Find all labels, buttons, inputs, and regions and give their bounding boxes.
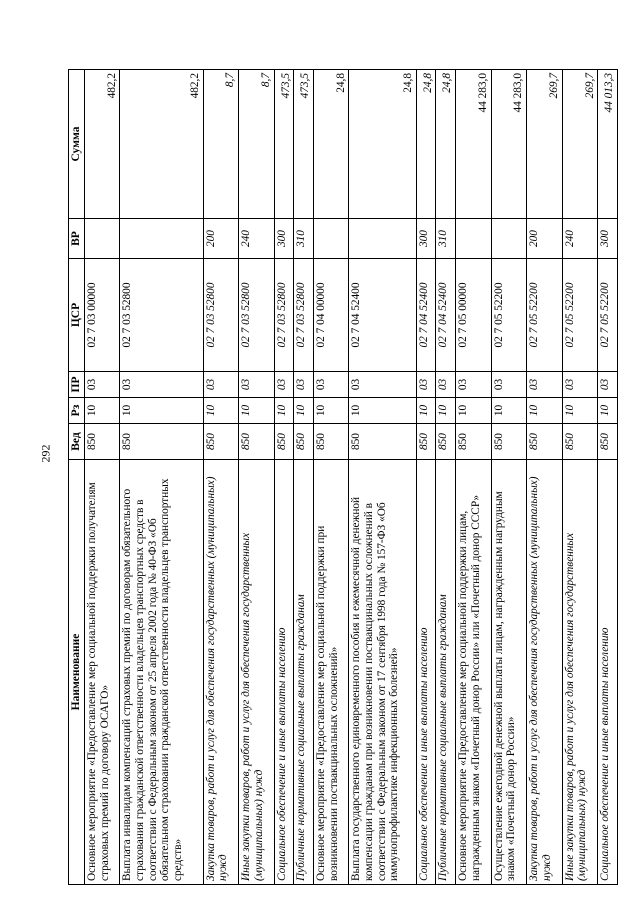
cell-sum: 24,8 <box>416 70 436 219</box>
cell-pr: 03 <box>349 372 416 398</box>
cell-csr: 02 7 05 52200 <box>562 259 598 372</box>
header-sum: Сумма <box>69 70 85 219</box>
cell-ved: 850 <box>239 424 275 460</box>
cell-csr: 02 7 04 52400 <box>349 259 416 372</box>
page-number-text: 292 <box>38 444 53 462</box>
cell-csr: 02 7 04 00000 <box>313 259 349 372</box>
cell-name: Осуществление ежегодной денежной выплаты лицам, награжденным нагрудным знаком «Почетный донор России» <box>491 460 527 885</box>
cell-vr <box>491 219 527 259</box>
cell-name: Социальное обеспечение и иные выплаты населению <box>416 460 436 885</box>
cell-csr: 02 7 03 52800 <box>203 259 239 372</box>
table-row <box>313 70 349 885</box>
cell-pr: 03 <box>313 372 349 398</box>
cell-rz: 10 <box>203 398 239 424</box>
cell-csr: 02 7 03 52800 <box>120 259 203 372</box>
cell-sum: 482,2 <box>84 70 120 219</box>
cell-pr: 03 <box>84 372 120 398</box>
table-row <box>120 70 203 885</box>
cell-ved: 850 <box>416 424 436 460</box>
cell-ved: 850 <box>313 424 349 460</box>
cell-ved: 850 <box>491 424 527 460</box>
cell-ved: 850 <box>84 424 120 460</box>
table-row <box>491 70 527 885</box>
cell-vr <box>456 219 492 259</box>
cell-vr: 310 <box>294 219 314 259</box>
table-row <box>294 70 314 885</box>
cell-vr: 240 <box>239 219 275 259</box>
budget-table <box>68 69 618 885</box>
cell-csr: 02 7 04 52400 <box>436 259 456 372</box>
cell-name: Социальное обеспечение и иные выплаты населению <box>598 460 618 885</box>
cell-csr: 02 7 04 52400 <box>416 259 436 372</box>
cell-vr: 240 <box>562 219 598 259</box>
table-row <box>274 70 294 885</box>
cell-name: Закупка товаров, работ и услуг для обеспечения государственных (муниципальных) нужд <box>203 460 239 885</box>
cell-ved: 850 <box>274 424 294 460</box>
table-row <box>203 70 239 885</box>
cell-rz: 10 <box>416 398 436 424</box>
cell-pr: 03 <box>598 372 618 398</box>
cell-sum: 44 013,3 <box>598 70 618 219</box>
cell-vr: 300 <box>598 219 618 259</box>
cell-rz: 10 <box>349 398 416 424</box>
cell-name: Выплата инвалидам компенсаций страховых премий по договорам обязательного страхования гражданской ответственности владельцев транспортных средств в соответствии с Федеральным законом от 25 апреля 2002 года № 40-ФЗ «Об обязательном страховании гражданской ответственности владельцев транспортных средств» <box>120 460 203 885</box>
cell-vr: 300 <box>416 219 436 259</box>
cell-vr <box>349 219 416 259</box>
cell-name: Иные закупки товаров, работ и услуг для обеспечения государственных (муниципальных) нужд <box>562 460 598 885</box>
cell-sum: 24,8 <box>313 70 349 219</box>
table-body <box>84 70 617 885</box>
cell-rz: 10 <box>491 398 527 424</box>
cell-pr: 03 <box>491 372 527 398</box>
cell-sum: 24,8 <box>349 70 416 219</box>
cell-name: Основное мероприятие «Предоставление мер социальной поддержки получателям страховых премий по договору ОСАГО» <box>84 460 120 885</box>
cell-name: Основное мероприятие «Предоставление мер социальной поддержки при возникновении поствакцинальных осложнений» <box>313 460 349 885</box>
cell-csr: 02 7 05 00000 <box>456 259 492 372</box>
cell-pr: 03 <box>436 372 456 398</box>
cell-vr: 310 <box>436 219 456 259</box>
table-row <box>598 70 618 885</box>
cell-ved: 850 <box>598 424 618 460</box>
cell-rz: 10 <box>456 398 492 424</box>
table-row <box>527 70 563 885</box>
cell-rz: 10 <box>313 398 349 424</box>
cell-pr: 03 <box>203 372 239 398</box>
cell-pr: 03 <box>562 372 598 398</box>
cell-sum: 482,2 <box>120 70 203 219</box>
table-row <box>562 70 598 885</box>
cell-pr: 03 <box>239 372 275 398</box>
header-csr: ЦСР <box>69 259 85 372</box>
cell-rz: 10 <box>84 398 120 424</box>
cell-rz: 10 <box>562 398 598 424</box>
cell-name: Публичные нормативные социальные выплаты гражданам <box>436 460 456 885</box>
cell-name: Основное мероприятие «Предоставление мер социальной поддержки лицам, награжденным знаком «Почетный донор России» или «Почетный донор СССР» <box>456 460 492 885</box>
cell-ved: 850 <box>349 424 416 460</box>
cell-ved: 850 <box>456 424 492 460</box>
cell-rz: 10 <box>598 398 618 424</box>
cell-rz: 10 <box>527 398 563 424</box>
cell-csr: 02 7 05 52200 <box>598 259 618 372</box>
cell-sum: 8,7 <box>239 70 275 219</box>
cell-name: Публичные нормативные социальные выплаты гражданам <box>294 460 314 885</box>
cell-rz: 10 <box>239 398 275 424</box>
cell-sum: 473,5 <box>274 70 294 219</box>
page-number <box>34 435 58 471</box>
table-row <box>349 70 416 885</box>
cell-rz: 10 <box>120 398 203 424</box>
cell-rz: 10 <box>436 398 456 424</box>
table-row <box>456 70 492 885</box>
cell-sum: 8,7 <box>203 70 239 219</box>
cell-name: Иные закупки товаров, работ и услуг для обеспечения государственных (муниципальных) нужд <box>239 460 275 885</box>
cell-vr <box>313 219 349 259</box>
cell-pr: 03 <box>456 372 492 398</box>
cell-ved: 850 <box>120 424 203 460</box>
cell-vr: 200 <box>203 219 239 259</box>
cell-sum: 269,7 <box>527 70 563 219</box>
cell-name: Закупка товаров, работ и услуг для обеспечения государственных (муниципальных) нужд <box>527 460 563 885</box>
cell-name: Выплата государственного единовременного пособия и ежемесячной денежной компенсации гражданам при возникновении поствакцинальных осложнений в соответствии с Федеральным законом от 17 сентября 1998 года № 157-ФЗ «Об иммунопрофилактике инфекционных болезней» <box>349 460 416 885</box>
cell-sum: 473,5 <box>294 70 314 219</box>
cell-vr <box>120 219 203 259</box>
header-rz: Рз <box>69 398 85 424</box>
table-row <box>84 70 120 885</box>
cell-rz: 10 <box>274 398 294 424</box>
cell-csr: 02 7 03 00000 <box>84 259 120 372</box>
table-header-row <box>69 70 85 885</box>
cell-vr: 200 <box>527 219 563 259</box>
table-row <box>416 70 436 885</box>
cell-csr: 02 7 03 52800 <box>294 259 314 372</box>
cell-sum: 24,8 <box>436 70 456 219</box>
cell-csr: 02 7 03 52800 <box>239 259 275 372</box>
table-row <box>239 70 275 885</box>
cell-vr: 300 <box>274 219 294 259</box>
cell-pr: 03 <box>294 372 314 398</box>
cell-name: Социальное обеспечение и иные выплаты населению <box>274 460 294 885</box>
cell-pr: 03 <box>274 372 294 398</box>
cell-ved: 850 <box>562 424 598 460</box>
cell-csr: 02 7 05 52200 <box>527 259 563 372</box>
cell-sum: 44 283,0 <box>456 70 492 219</box>
header-ved: Вед <box>69 424 85 460</box>
cell-vr <box>84 219 120 259</box>
cell-sum: 269,7 <box>562 70 598 219</box>
cell-rz: 10 <box>294 398 314 424</box>
header-vr: ВР <box>69 219 85 259</box>
cell-ved: 850 <box>436 424 456 460</box>
header-pr: ПР <box>69 372 85 398</box>
table-row <box>436 70 456 885</box>
cell-ved: 850 <box>294 424 314 460</box>
cell-ved: 850 <box>527 424 563 460</box>
cell-ved: 850 <box>203 424 239 460</box>
cell-pr: 03 <box>527 372 563 398</box>
rotated-table-container <box>68 70 618 885</box>
cell-pr: 03 <box>120 372 203 398</box>
cell-csr: 02 7 05 52200 <box>491 259 527 372</box>
cell-sum: 44 283,0 <box>491 70 527 219</box>
table-area <box>68 70 618 885</box>
cell-csr: 02 7 03 52800 <box>274 259 294 372</box>
header-name: Наименование <box>69 460 85 885</box>
cell-pr: 03 <box>416 372 436 398</box>
